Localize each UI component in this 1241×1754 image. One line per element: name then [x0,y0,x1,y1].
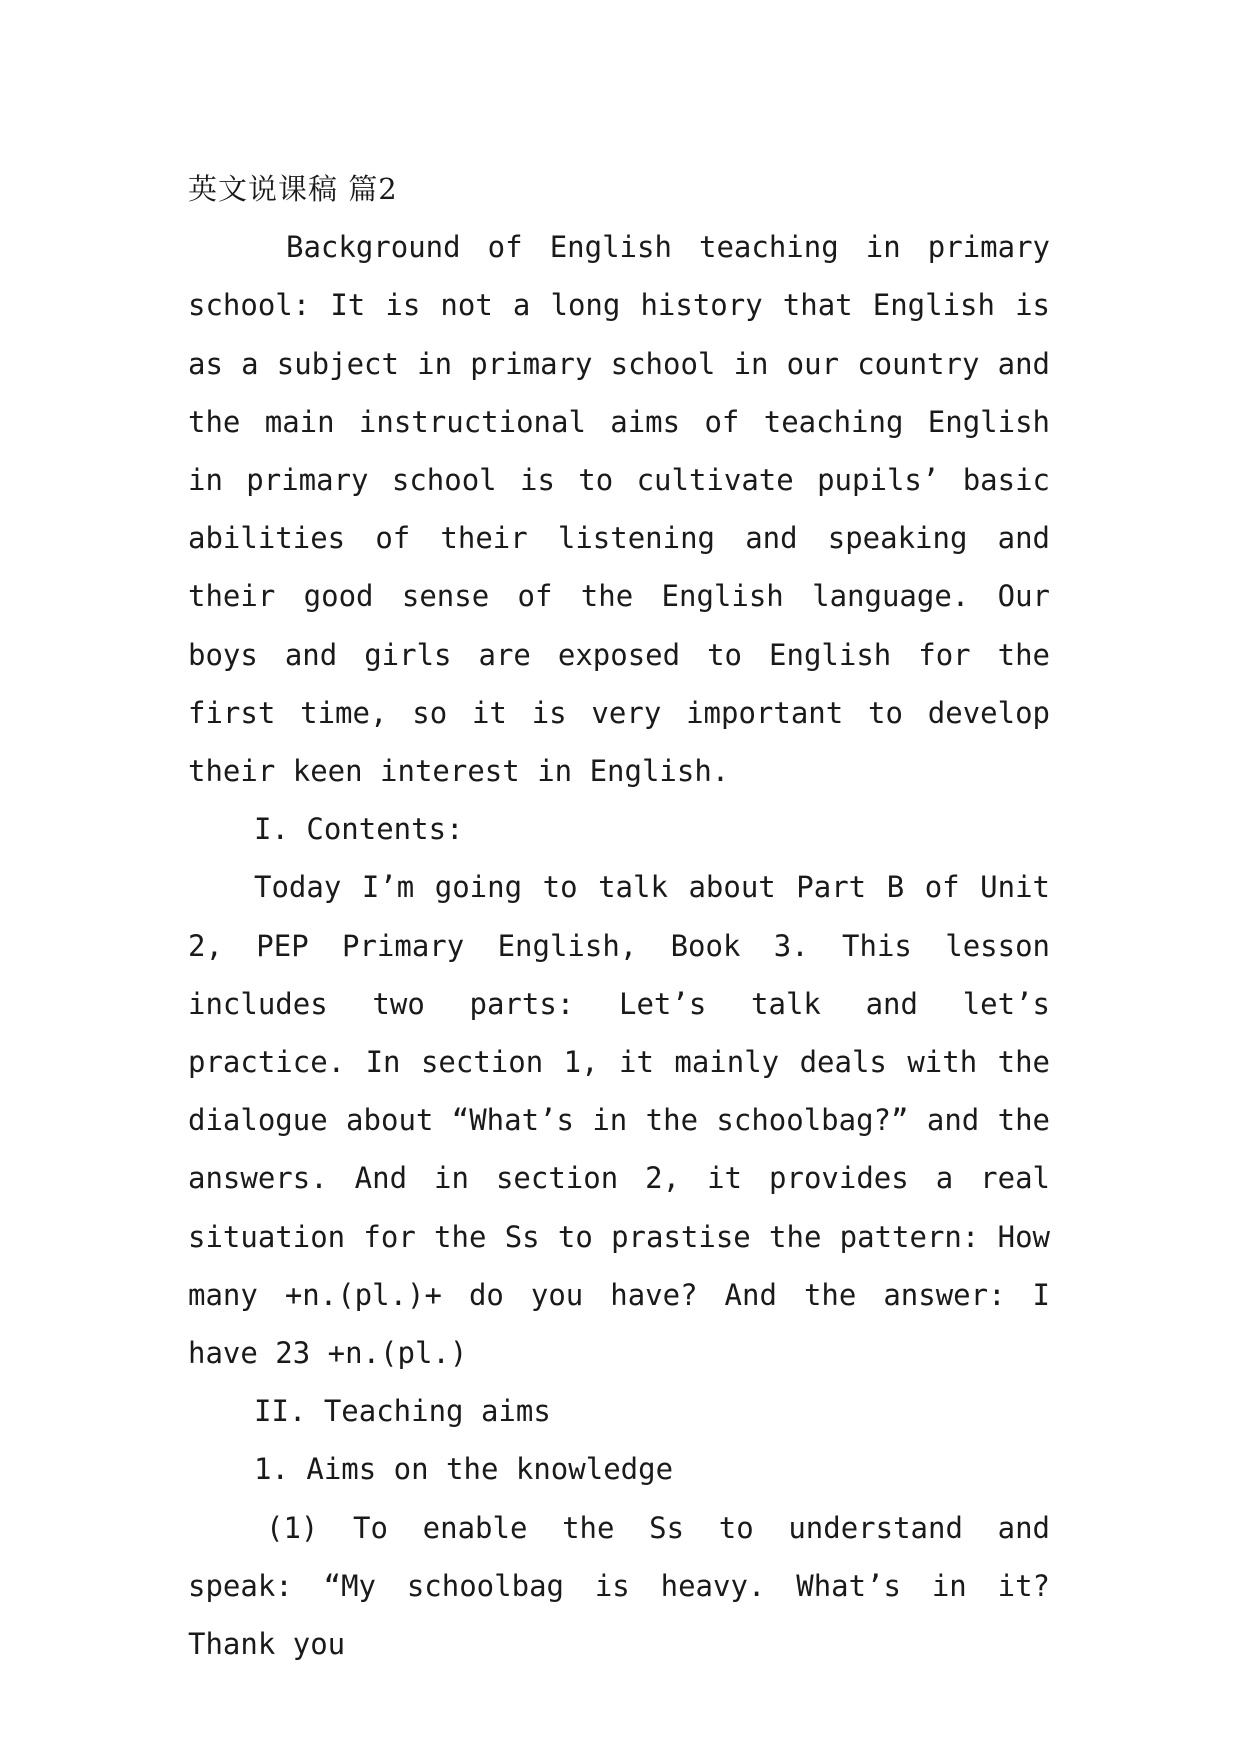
section-heading-contents: I. Contents: [254,812,464,847]
document-body [188,160,1050,1673]
document-title: 英文说课稿 篇2 [188,172,398,206]
paragraph-contents: Today I’m going to talk about Part B of Unit 2, PEP Primary English, Book 3. This lesson includes two parts: Let’s talk and let’s practice. In section 1, it mainly deals with the dialogue about “What’s in the schoolbag?” and the answers. And in section 2, it provides a real situation for the Ss to prastise the pattern: How many +n.(pl.)+ do you have? And the answer: I have 23 +n.(pl.) [188,870,1050,1371]
section-heading-teaching-aims: II. Teaching aims [254,1394,551,1429]
subheading-aims-on-knowledge: 1. Aims on the knowledge [254,1452,674,1487]
paragraph-background: Background of English teaching in primary school: It is not a long history that English is as a subject in primary school in our country and the main instructional aims of teaching English in primary school is to cultivate pupils’ basic abilities of their listening and speaking and their good sense of the English language. Our boys and girls are exposed to English for the first time, so it is very important to develop their keen interest in English. [188,230,1050,789]
list-item-aim-1: (1) To enable the Ss to understand and speak: “My schoolbag is heavy. What’s in it? Thank you [188,1510,1050,1662]
